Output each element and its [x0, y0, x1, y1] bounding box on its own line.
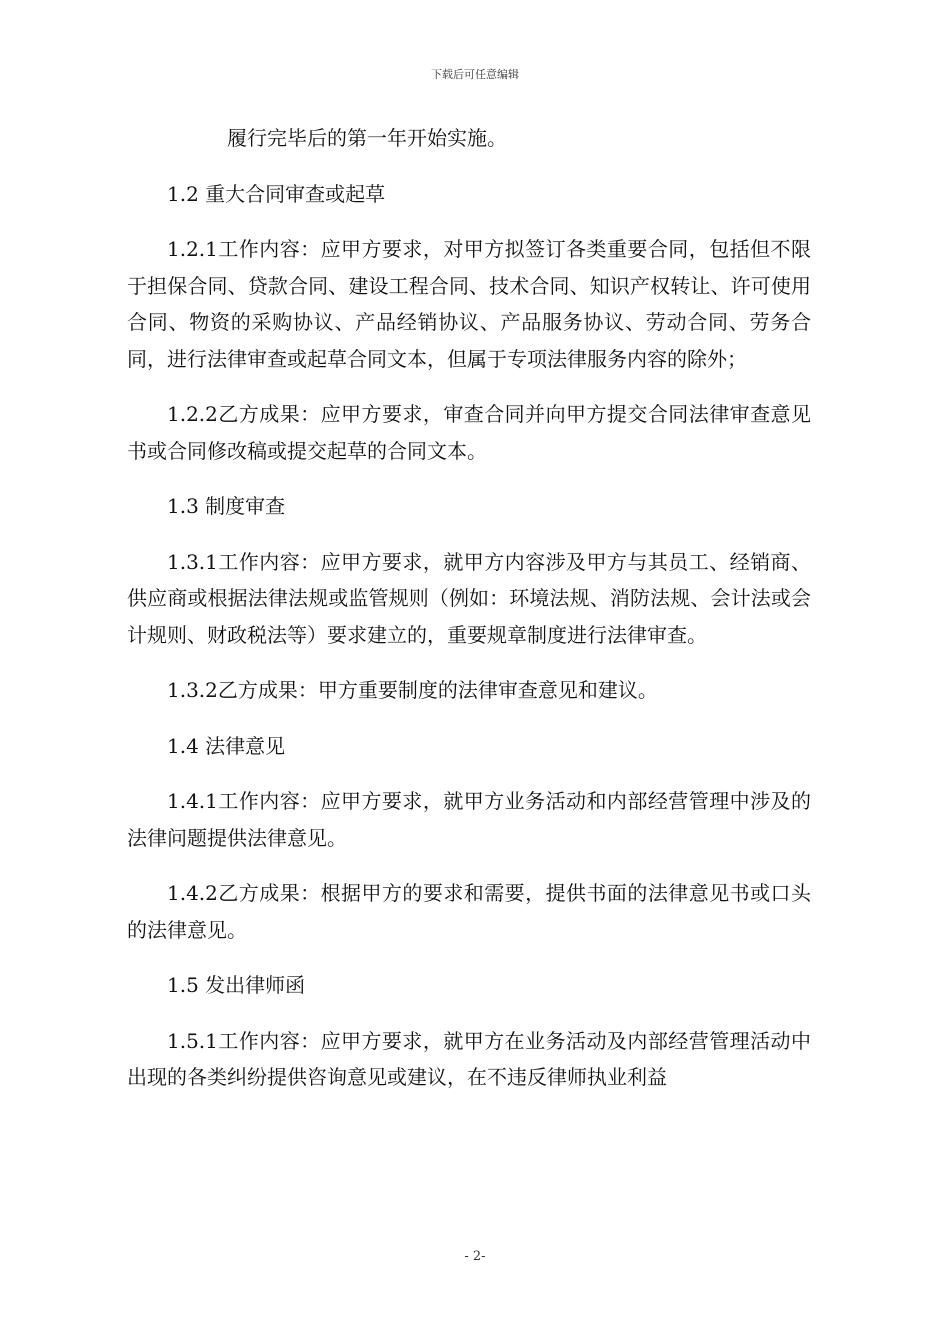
page-header: 下载后可任意编辑 [431, 68, 519, 81]
paragraph-1-4-2: 1.4.2乙方成果：根据甲方的要求和需要，提供书面的法律意见书或口头的法律意见。 [127, 881, 811, 942]
paragraph-continuation: 履行完毕后的第一年开始实施。 [227, 126, 507, 150]
section-heading-1-4: 1.4 法律意见 [167, 733, 286, 758]
paragraph-1-2-1: 1.2.1工作内容：应甲方要求，对甲方拟签订各类重要合同，包括但不限于担保合同、贷款合同、建设工程合同、技术合同、知识产权转让、许可使用合同、物资的采购协议、产品经销协议、产品服务协议、劳动合同、劳务合同，进行法律审查或起草合同文本，但属于专项法律服务内容的除外； [127, 237, 811, 371]
section-heading-1-3: 1.3 制度审查 [167, 494, 286, 518]
document-body [127, 120, 811, 1115]
section-heading-1-2: 1.2 重大合同审查或起草 [167, 181, 386, 206]
paragraph-1-2-2: 1.2.2乙方成果：应甲方要求，审查合同并向甲方提交合同法律审查意见书或合同修改稿或提交起草的合同文本。 [127, 402, 811, 463]
paragraph-1-3-1: 1.3.1工作内容：应甲方要求，就甲方内容涉及甲方与其员工、经销商、供应商或根据法律法规或监管规则（例如：环境法规、消防法规、会计法或会计规则、财政税法等）要求建立的，重要规章制度进行法律审查。 [127, 549, 811, 647]
page-number: - 2- [464, 1249, 486, 1264]
paragraph-1-3-2: 1.3.2乙方成果：甲方重要制度的法律审查意见和建议。 [167, 678, 658, 702]
section-heading-1-5: 1.5 发出律师函 [167, 973, 306, 997]
paragraph-1-4-1: 1.4.1工作内容：应甲方要求，就甲方业务活动和内部经营管理中涉及的法律问题提供法律意见。 [127, 789, 811, 850]
paragraph-1-5-1: 1.5.1工作内容：应甲方要求，就甲方在业务活动及内部经营管理活动中出现的各类纠纷提供咨询意见或建议，在不违反律师执业利益 [127, 1028, 811, 1089]
